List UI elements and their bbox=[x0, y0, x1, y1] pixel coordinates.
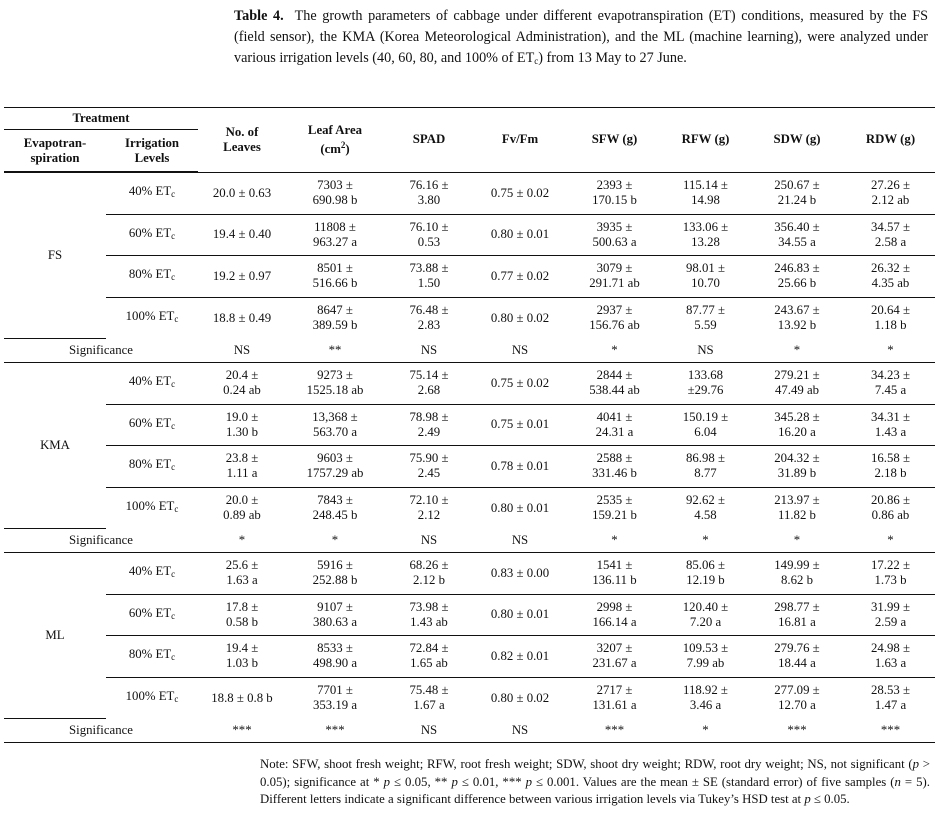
irrigation-level: 80% $ET_c$ bbox=[106, 256, 198, 298]
leafarea-header: Leaf Area $(cm^2)$ bbox=[307, 122, 363, 156]
cell-leaves: 25.6 ± 1.63 a bbox=[198, 553, 286, 595]
irrigation-header: Irrigation Levels bbox=[106, 130, 198, 172]
significance-value: NS bbox=[474, 339, 566, 363]
cell-sfw: 3935 ± 500.63 a bbox=[566, 214, 663, 256]
table-row bbox=[4, 173, 935, 215]
significance-value: * bbox=[846, 529, 935, 553]
cell-rfw: 98.01 ± 10.70 bbox=[663, 256, 748, 298]
cell-area: 11808 ± 963.27 a bbox=[286, 214, 384, 256]
significance-value: * bbox=[663, 529, 748, 553]
cell-leaves: 18.8 ± 0.8 b bbox=[211, 690, 273, 705]
irrigation-level: 60% $ET_c$ bbox=[106, 214, 198, 256]
significance-value: * bbox=[846, 339, 935, 363]
rfw-header: RFW (g) bbox=[681, 132, 730, 147]
cell-rdw: 34.23 ± 7.45 a bbox=[846, 363, 935, 405]
cell-sfw: 2535 ± 159.21 b bbox=[592, 493, 637, 522]
cell-sfw: 2937 ± 156.76 ab bbox=[589, 303, 640, 332]
table-row bbox=[4, 553, 935, 595]
et-header: Evapotran- spiration bbox=[4, 130, 106, 172]
caption-text-end: ) from 13 May to 27 June. bbox=[538, 50, 687, 66]
cell-rdw: 28.53 ± 1.47 a bbox=[870, 683, 910, 712]
cell-area: 8533 ± 498.90 a bbox=[286, 636, 384, 678]
cell-sfw: 1541 ± 136.11 b bbox=[566, 553, 663, 595]
cell-leaves: 19.0 ± 1.30 b bbox=[198, 404, 286, 446]
cell-area: 9107 ± 380.63 a bbox=[286, 594, 384, 636]
cell-sfw: 2998 ± 166.14 a bbox=[566, 594, 663, 636]
cell-rfw: 150.19 ± 6.04 bbox=[663, 404, 748, 446]
significance-value: NS bbox=[198, 339, 286, 363]
significance-value: * bbox=[566, 529, 663, 553]
cell-leaves: 18.8 ± 0.49 bbox=[212, 310, 272, 325]
cell-spad: 72.10 ± 2.12 bbox=[409, 493, 449, 522]
caption-sub: c bbox=[534, 56, 539, 66]
cell-sfw: 2717 ± 131.61 a bbox=[592, 683, 637, 712]
treatment-header: Treatment bbox=[4, 108, 198, 130]
cell-fvfm: 0.75 ± 0.01 bbox=[474, 404, 566, 446]
cell-area: 7303 ± 690.98 b bbox=[286, 173, 384, 215]
caption-text: The growth parameters of cabbage under different evapotranspiration (ET) conditions, measured by the FS (field sensor), the KMA (Korea Meteorological Administration), and the ML (machine learning), were analyzed under various irrigation levels (40, 60, 80, and 100% of ET bbox=[234, 8, 928, 66]
cell-rfw: 87.77 ± 5.59 bbox=[685, 303, 725, 332]
cell-spad: 75.14 ± 2.68 bbox=[384, 363, 474, 405]
table-row bbox=[4, 594, 935, 636]
cell-area: 8501 ± 516.66 b bbox=[286, 256, 384, 298]
cell-fvfm: 0.82 ± 0.01 bbox=[474, 636, 566, 678]
irrigation-level: 40% $ET_c$ bbox=[106, 553, 198, 595]
cell-rfw: 85.06 ± 12.19 b bbox=[663, 553, 748, 595]
cell-area: 7843 ± 248.45 b bbox=[312, 493, 358, 522]
cell-sdw: 298.77 ± 16.81 a bbox=[748, 594, 846, 636]
significance-value: * bbox=[286, 529, 384, 553]
cell-sdw: 356.40 ± 34.55 a bbox=[748, 214, 846, 256]
irrigation-level: 80% $ET_c$ bbox=[106, 636, 198, 678]
table-row bbox=[4, 487, 935, 529]
cell-spad: 73.88 ± 1.50 bbox=[384, 256, 474, 298]
cell-fvfm: 0.78 ± 0.01 bbox=[474, 446, 566, 488]
cell-sdw: 279.76 ± 18.44 a bbox=[748, 636, 846, 678]
fvfm-header: Fv/Fm bbox=[501, 132, 539, 147]
table-row bbox=[4, 363, 935, 405]
cell-sdw: 213.97 ± 11.82 b bbox=[774, 493, 820, 522]
cell-sdw: 149.99 ± 8.62 b bbox=[748, 553, 846, 595]
cell-leaves: 23.8 ± 1.11 a bbox=[198, 446, 286, 488]
cell-area: 8647 ± 389.59 b bbox=[312, 303, 358, 332]
cell-sfw: 2588 ± 331.46 b bbox=[566, 446, 663, 488]
cell-rdw: 26.32 ± 4.35 ab bbox=[846, 256, 935, 298]
cell-fvfm: 0.80 ± 0.02 bbox=[490, 310, 550, 325]
cell-spad: 72.84 ± 1.65 ab bbox=[384, 636, 474, 678]
cell-leaves: 20.4 ± 0.24 ab bbox=[198, 363, 286, 405]
cell-spad: 75.90 ± 2.45 bbox=[384, 446, 474, 488]
table-row bbox=[4, 677, 935, 719]
significance-value: NS bbox=[384, 339, 474, 363]
sfw-header: SFW (g) bbox=[591, 132, 638, 147]
significance-row bbox=[4, 719, 935, 743]
table-caption bbox=[234, 6, 928, 72]
leaves-header: No. of Leaves bbox=[223, 124, 261, 154]
significance-row bbox=[4, 339, 935, 363]
significance-value: * bbox=[663, 719, 748, 743]
cell-fvfm: 0.80 ± 0.01 bbox=[490, 500, 550, 515]
cell-rdw: 34.57 ± 2.58 a bbox=[846, 214, 935, 256]
cell-area: 5916 ± 252.88 b bbox=[286, 553, 384, 595]
cell-spad: 73.98 ± 1.43 ab bbox=[384, 594, 474, 636]
cell-rfw: 133.68 ±29.76 bbox=[663, 363, 748, 405]
cell-rfw: 133.06 ± 13.28 bbox=[663, 214, 748, 256]
irrigation-level: 40% $ET_c$ bbox=[106, 363, 198, 405]
cell-fvfm: 0.80 ± 0.01 bbox=[474, 594, 566, 636]
cell-rfw: 118.92 ± 3.46 a bbox=[683, 683, 728, 712]
significance-row bbox=[4, 529, 935, 553]
significance-label: Significance bbox=[4, 529, 198, 553]
cell-rfw: 120.40 ± 7.20 a bbox=[663, 594, 748, 636]
cell-rdw: 20.64 ± 1.18 b bbox=[870, 303, 910, 332]
cell-sdw: 246.83 ± 25.66 b bbox=[748, 256, 846, 298]
cell-sfw: 2393 ± 170.15 b bbox=[566, 173, 663, 215]
table-note: Note: SFW, shoot fresh weight; RFW, root fresh weight; SDW, shoot dry weight; RDW, root dry weight; NS, not significant (p > 0.05); significance at * p ≤ 0.05, ** p ≤ 0.01, *** p ≤ 0.001. Values are the mean ± SE (standard error) of five samples (n = 5). Different letters indicate a significant difference between various irrigation levels via Tukey’s HSD test at p ≤ 0.05. bbox=[260, 757, 931, 806]
irrigation-level: 60% $ET_c$ bbox=[106, 404, 198, 446]
irrigation-level: 60% $ET_c$ bbox=[106, 594, 198, 636]
cell-fvfm: 0.83 ± 0.00 bbox=[474, 553, 566, 595]
cell-spad: 68.26 ± 2.12 b bbox=[384, 553, 474, 595]
cell-fvfm: 0.75 ± 0.02 bbox=[474, 173, 566, 215]
cell-area: 7701 ± 353.19 a bbox=[312, 683, 358, 712]
table-row bbox=[4, 404, 935, 446]
significance-value: *** bbox=[198, 719, 286, 743]
cell-rfw: 86.98 ± 8.77 bbox=[663, 446, 748, 488]
irrigation-level: 100% $ET_c$ bbox=[125, 309, 179, 324]
table-row bbox=[4, 214, 935, 256]
significance-value: NS bbox=[474, 719, 566, 743]
irrigation-level: 80% $ET_c$ bbox=[106, 446, 198, 488]
significance-value: *** bbox=[566, 719, 663, 743]
cell-sfw: 2844 ± 538.44 ab bbox=[566, 363, 663, 405]
significance-value: NS bbox=[474, 529, 566, 553]
cell-sdw: 279.21 ± 47.49 ab bbox=[748, 363, 846, 405]
cell-area: 9273 ± 1525.18 ab bbox=[286, 363, 384, 405]
significance-label: Significance bbox=[4, 719, 198, 743]
et-group-label: ML bbox=[4, 553, 106, 719]
cell-sdw: 345.28 ± 16.20 a bbox=[748, 404, 846, 446]
cell-rdw: 24.98 ± 1.63 a bbox=[846, 636, 935, 678]
irrigation-level: 100% $ET_c$ bbox=[125, 499, 179, 514]
spad-header: SPAD bbox=[412, 132, 446, 147]
significance-value: ** bbox=[286, 339, 384, 363]
table-row bbox=[4, 297, 935, 339]
et-group-label: FS bbox=[4, 173, 106, 339]
cell-leaves: 19.4 ± 0.40 bbox=[198, 214, 286, 256]
irrigation-level: 40% $ET_c$ bbox=[106, 173, 198, 215]
cell-fvfm: 0.75 ± 0.02 bbox=[474, 363, 566, 405]
cell-sfw: 4041 ± 24.31 a bbox=[566, 404, 663, 446]
cell-sdw: 277.09 ± 12.70 a bbox=[774, 683, 820, 712]
caption-label: Table 4. bbox=[234, 8, 284, 24]
cell-rfw: 109.53 ± 7.99 ab bbox=[663, 636, 748, 678]
significance-value: * bbox=[748, 529, 846, 553]
significance-value: * bbox=[198, 529, 286, 553]
cell-sfw: 3079 ± 291.71 ab bbox=[566, 256, 663, 298]
significance-value: *** bbox=[846, 719, 935, 743]
growth-table bbox=[4, 107, 935, 743]
cell-rdw: 27.26 ± 2.12 ab bbox=[846, 173, 935, 215]
sdw-header: SDW (g) bbox=[773, 132, 821, 147]
significance-value: *** bbox=[748, 719, 846, 743]
significance-value: NS bbox=[384, 529, 474, 553]
cell-sdw: 243.67 ± 13.92 b bbox=[774, 303, 820, 332]
cell-leaves: 17.8 ± 0.58 b bbox=[198, 594, 286, 636]
cell-leaves: 20.0 ± 0.63 bbox=[198, 173, 286, 215]
cell-fvfm: 0.80 ± 0.01 bbox=[474, 214, 566, 256]
cell-spad: 76.10 ± 0.53 bbox=[384, 214, 474, 256]
cell-rfw: 115.14 ± 14.98 bbox=[663, 173, 748, 215]
significance-value: * bbox=[566, 339, 663, 363]
cell-fvfm: 0.80 ± 0.02 bbox=[490, 690, 550, 705]
table-row bbox=[4, 636, 935, 678]
significance-value: *** bbox=[286, 719, 384, 743]
significance-value: * bbox=[748, 339, 846, 363]
cell-rdw: 16.58 ± 2.18 b bbox=[846, 446, 935, 488]
cell-spad: 76.48 ± 2.83 bbox=[409, 303, 449, 332]
cell-rdw: 31.99 ± 2.59 a bbox=[846, 594, 935, 636]
cell-spad: 75.48 ± 1.67 a bbox=[409, 683, 449, 712]
cell-sfw: 3207 ± 231.67 a bbox=[566, 636, 663, 678]
cell-spad: 76.16 ± 3.80 bbox=[384, 173, 474, 215]
significance-label: Significance bbox=[4, 339, 198, 363]
irrigation-level: 100% $ET_c$ bbox=[125, 689, 179, 704]
cell-rdw: 17.22 ± 1.73 b bbox=[846, 553, 935, 595]
table-row bbox=[4, 256, 935, 298]
cell-leaves: 19.2 ± 0.97 bbox=[198, 256, 286, 298]
significance-value: NS bbox=[663, 339, 748, 363]
cell-sdw: 204.32 ± 31.89 b bbox=[748, 446, 846, 488]
significance-value: NS bbox=[384, 719, 474, 743]
cell-leaves: 20.0 ± 0.89 ab bbox=[223, 493, 261, 522]
cell-leaves: 19.4 ± 1.03 b bbox=[198, 636, 286, 678]
cell-sdw: 250.67 ± 21.24 b bbox=[748, 173, 846, 215]
cell-rdw: 34.31 ± 1.43 a bbox=[846, 404, 935, 446]
table-body bbox=[4, 173, 935, 743]
cell-area: 9603 ± 1757.29 ab bbox=[286, 446, 384, 488]
et-group-label: KMA bbox=[4, 363, 106, 529]
cell-fvfm: 0.77 ± 0.02 bbox=[474, 256, 566, 298]
cell-rdw: 20.86 ± 0.86 ab bbox=[870, 493, 910, 522]
cell-area: 13,368 ± 563.70 a bbox=[286, 404, 384, 446]
rdw-header: RDW (g) bbox=[865, 132, 916, 147]
cell-rfw: 92.62 ± 4.58 bbox=[685, 493, 725, 522]
cell-spad: 78.98 ± 2.49 bbox=[384, 404, 474, 446]
table-row bbox=[4, 446, 935, 488]
